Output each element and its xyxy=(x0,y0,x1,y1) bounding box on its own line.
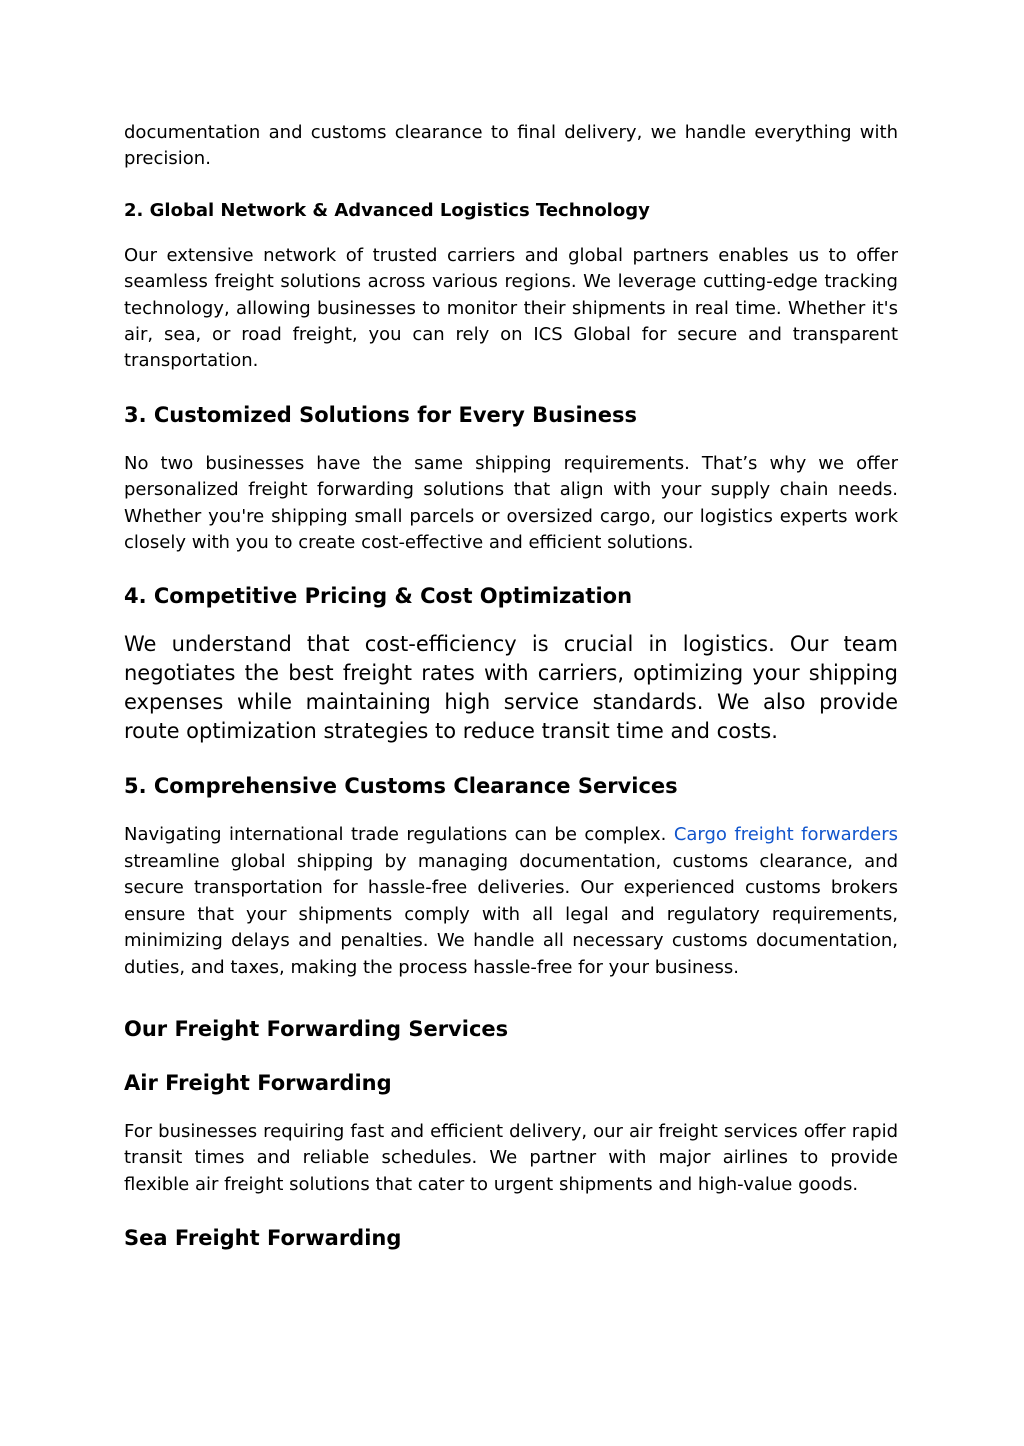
section-5-heading: 5. Comprehensive Customs Clearance Services xyxy=(124,774,678,799)
services-heading: Our Freight Forwarding Services xyxy=(124,1016,509,1041)
air-freight-heading: Air Freight Forwarding xyxy=(124,1070,392,1095)
section-2-heading: 2. Global Network & Advanced Logistics Technology xyxy=(124,199,650,221)
section-3-body: No two businesses have the same shipping requirements. That’s why we offer personalized freight forwarding solutions that align with your supply chain needs. Whether you're shipping small parcels or oversized cargo, our logistics experts work closely with you to create cost-effective and efficient solutions. xyxy=(124,452,898,554)
section-4-heading: 4. Competitive Pricing & Cost Optimization xyxy=(124,584,633,609)
section-5-body-end: streamline global shipping by managing documentation, customs clearance, and secure transportation for hassle-free deliveries. Our experienced customs brokers ensure that your shipments comply with all legal and regulatory requirements, minimizing delays and penalties. We handle all necessary customs documentation, duties, and taxes, making the process hassle-free for your business. xyxy=(124,850,898,978)
section-5-body-start: Navigating international trade regulations can be complex. xyxy=(124,824,674,846)
cargo-freight-forwarders-link[interactable]: Cargo freight forwarders xyxy=(673,824,898,846)
air-freight-body: For businesses requiring fast and efficient delivery, our air freight services offer rapid transit times and reliable schedules. We partner with major airlines to provide flexible air freight solutions that cater to urgent shipments and high-value goods. xyxy=(124,1120,898,1195)
section-3-heading: 3. Customized Solutions for Every Business xyxy=(124,402,637,427)
document-page xyxy=(124,120,898,1252)
sea-freight-heading: Sea Freight Forwarding xyxy=(124,1226,402,1251)
section-4-body: We understand that cost-efficiency is crucial in logistics. Our team negotiates the best freight rates with carriers, optimizing your shipping expenses while maintaining high service standards. We also provide route optimization strategies to reduce transit time and costs. xyxy=(124,632,898,744)
section-5-body xyxy=(124,822,898,980)
section-2-body: Our extensive network of trusted carriers and global partners enables us to offer seamless freight solutions across various regions. We leverage cutting-edge tracking technology, allowing businesses to monitor their shipments in real time. Whether it's air, sea, or road freight, you can rely on ICS Global for secure and transparent transportation. xyxy=(124,244,898,372)
intro-paragraph: documentation and customs clearance to final delivery, we handle everything with precision. xyxy=(124,122,898,170)
